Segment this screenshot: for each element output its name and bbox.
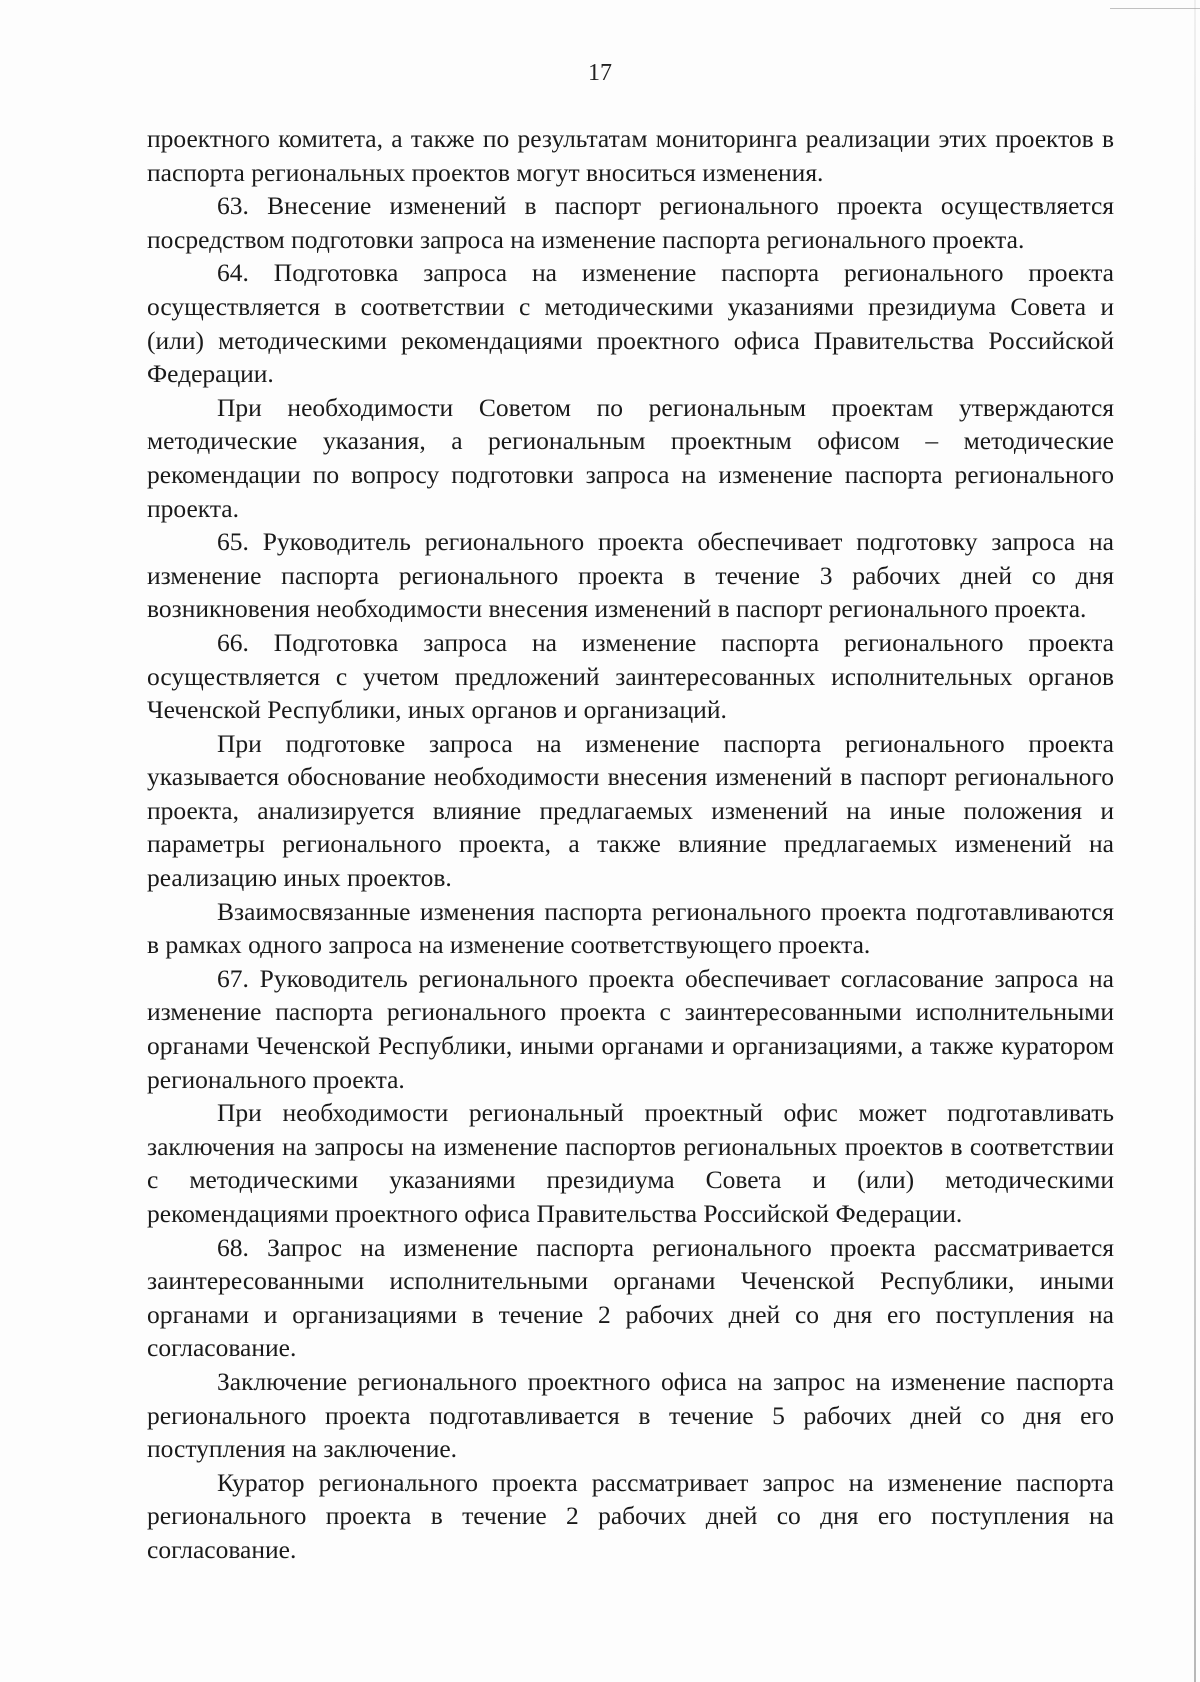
page-number: 17 bbox=[588, 60, 612, 86]
paragraph-67-conclusions: При необходимости региональный проектный офис может подготавливать заключения на запросы на изменение паспортов региональных проектов в соответствии с методическими указаниями президиума Совета и (или) методическими рекомендациями проектного офиса Правительства Российской Федерации. bbox=[147, 1098, 1114, 1228]
paragraph-66-related-changes: Взаимосвязанные изменения паспорта регионального проекта подготавливаются в рамках одного запроса на изменение соответствующего проекта. bbox=[147, 896, 1114, 960]
paragraph-65: 65. Руководитель регионального проекта обеспечивает подготовку запроса на изменение паспорта регионального проекта в течение 3 рабочих дней со дня возникновения необходимости внесения изменений в паспорт регионального проекта. bbox=[147, 527, 1114, 624]
paragraph-66-justification: При подготовке запроса на изменение паспорта регионального проекта указывается обоснование необходимости внесения изменений в паспорт регионального проекта, анализируется влияние предлагаемых изменений на иные положения и параметры регионального проекта, а также влияние предлагаемых изменений на реализацию иных проектов. bbox=[147, 728, 1114, 893]
paragraph-continuation: проектного комитета, а также по результатам мониторинга реализации этих проектов в паспорта региональных проектов могут вноситься изменения. bbox=[147, 124, 1114, 187]
paragraph-63: 63. Внесение изменений в паспорт регионального проекта осуществляется посредством подготовки запроса на изменение паспорта регионального проекта. bbox=[147, 191, 1114, 254]
paragraph-68-curator: Куратор регионального проекта рассматривает запрос на изменение паспорта регионального проекта в течение 2 рабочих дней со дня его поступления на согласование. bbox=[147, 1467, 1114, 1564]
scan-edge-top bbox=[1110, 8, 1200, 9]
paragraph-67: 67. Руководитель регионального проекта обеспечивает согласование запроса на изменение паспорта регионального проекта с заинтересованными исполнительными органами Чеченской Республики, иными органами и организациями, а также куратором регионального проекта. bbox=[147, 963, 1114, 1094]
scan-edge-right bbox=[1194, 0, 1196, 1682]
paragraph-64: 64. Подготовка запроса на изменение паспорта регионального проекта осуществляется в соответствии с методическими указаниями президиума Совета и (или) методическими рекомендациями проектного офиса Правительства Российской Федерации. bbox=[147, 258, 1114, 389]
document-body bbox=[147, 122, 1114, 1567]
paragraph-66: 66. Подготовка запроса на изменение паспорта регионального проекта осуществляется с учетом предложений заинтересованных исполнительных органов Чеченской Республики, иных органов и организаций. bbox=[147, 627, 1114, 725]
paragraph-64-note: При необходимости Советом по региональным проектам утверждаются методические указания, а региональным проектным офисом – методические рекомендации по вопросу подготовки запроса на изменение паспорта регионального проекта. bbox=[147, 392, 1114, 523]
paragraph-68: 68. Запрос на изменение паспорта регионального проекта рассматривается заинтересованными исполнительными органами Чеченской Республики, иными органами и организациями в течение 2 рабочих дней со дня его поступления на согласование. bbox=[147, 1232, 1114, 1363]
paragraph-68-office-conclusion: Заключение регионального проектного офиса на запрос на изменение паспорта регионального проекта подготавливается в течение 5 рабочих дней со дня его поступления на заключение. bbox=[147, 1366, 1114, 1464]
